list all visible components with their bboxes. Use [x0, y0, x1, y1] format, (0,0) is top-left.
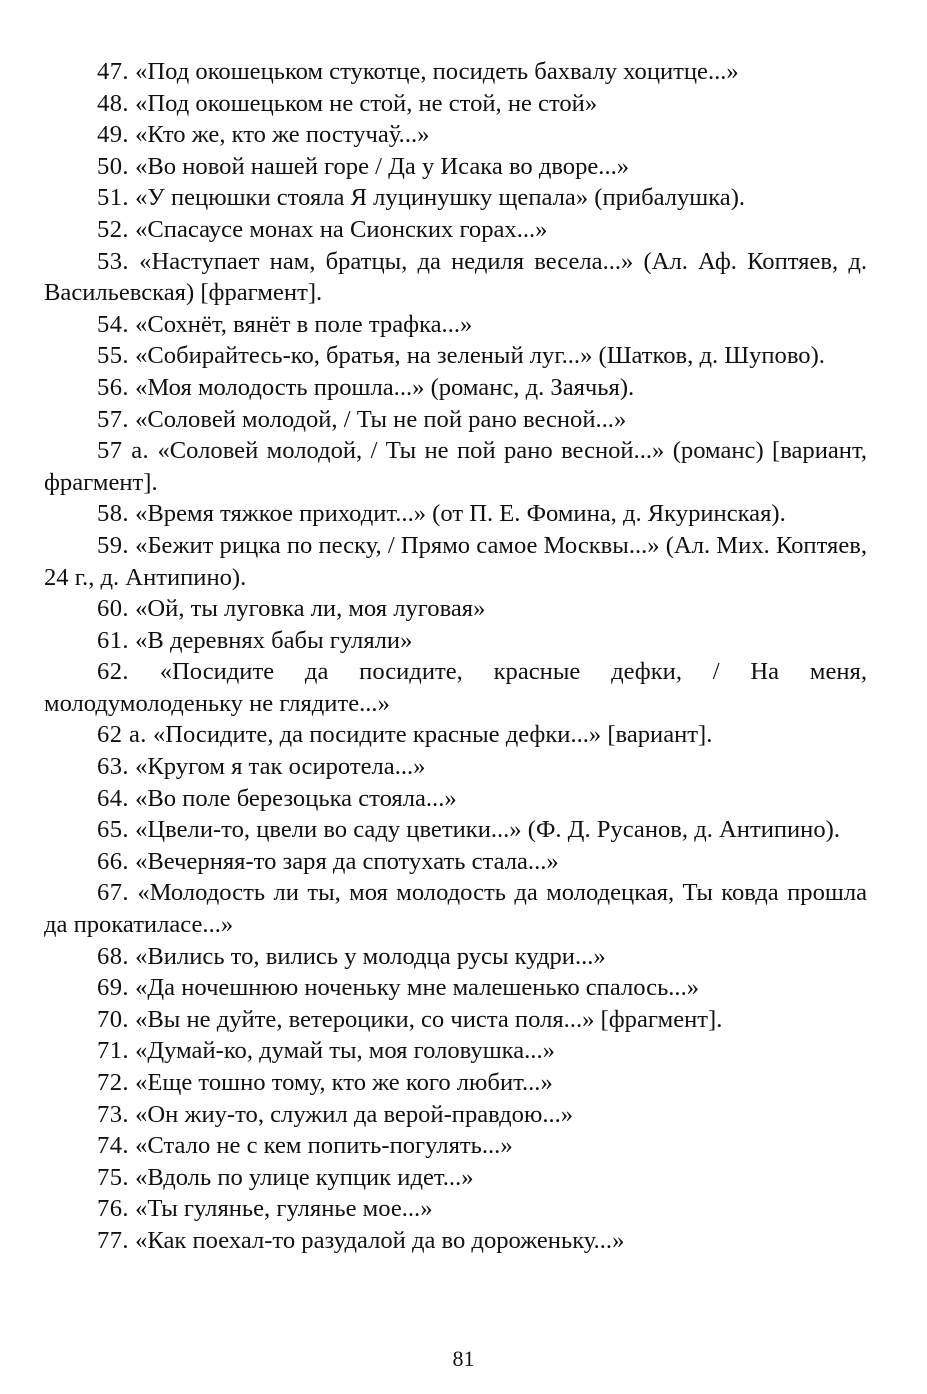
entry-text: «Посидите да посидите, красные дефки, / На меня, молодумолоденьку не глядите...» [44, 658, 867, 717]
list-item [44, 56, 867, 88]
page-number: 81 [452, 1346, 475, 1371]
list-item [44, 246, 867, 309]
entry-text: «Стало не с кем попить-погулять...» [135, 1132, 513, 1160]
entry-number: 75. [97, 1163, 129, 1191]
entry-text: «Кругом я так осиротела...» [135, 753, 426, 781]
entry-number: 52. [97, 215, 129, 243]
entry-number: 70. [97, 1005, 129, 1033]
entry-text: «Как поехал-то разудалой да во дороженьку...» [135, 1226, 625, 1254]
entry-number: 69. [97, 974, 129, 1002]
entry-text: «Вились то, вились у молодца русы кудри...» [135, 942, 606, 970]
list-item [44, 1035, 867, 1067]
entry-number: 65. [97, 816, 129, 844]
entry-text: «Да ночешнюю ноченьку мне малешенько спалось...» [135, 974, 700, 1002]
list-item [44, 1099, 867, 1131]
entry-text: «Вдоль по улице купцик идет...» [135, 1163, 474, 1191]
song-list [44, 56, 867, 1257]
entry-number: 60. [97, 595, 129, 623]
list-item [44, 119, 867, 151]
entry-text: «Сохнёт, вянёт в поле трафка...» [135, 310, 473, 338]
entry-number: 73. [97, 1100, 129, 1128]
list-item [44, 214, 867, 246]
list-item [44, 309, 867, 341]
entry-number: 72. [97, 1069, 129, 1096]
list-item [44, 151, 867, 183]
entry-number: 53. [97, 247, 129, 275]
entry-text: «Думай-ко, думай ты, моя головушка...» [135, 1037, 555, 1065]
entry-text: «Посидите, да посидите красные дефки...» [вариант]. [152, 721, 713, 749]
list-item [44, 1067, 867, 1099]
entry-text: «Спасаусе монах на Сионских горах...» [135, 215, 548, 243]
entry-text: «Наступает нам, братцы, да недиля весела...» (Ал. Аф. Коптяев, д. Васильевская) [фрагмент]. [44, 247, 868, 307]
entry-text: «Время тяжкое приходит...» (от П. Е. Фомина, д. Якуринская). [135, 500, 786, 528]
list-item [44, 877, 867, 940]
entry-number: 64. [97, 784, 129, 812]
list-item [44, 88, 867, 120]
entry-number: 59. [97, 531, 129, 559]
entry-number: 48. [97, 89, 129, 117]
entry-number: 77. [97, 1226, 129, 1254]
entry-number: 57. [97, 405, 129, 433]
entry-number: 66. [97, 847, 129, 875]
entry-number: 49. [97, 121, 129, 149]
list-item [44, 1130, 867, 1162]
list-item [44, 972, 867, 1004]
list-item [44, 435, 867, 498]
entry-number: 47. [97, 58, 129, 85]
entry-text: «Моя молодость прошла...» (романс, д. Заячья). [135, 373, 635, 401]
entry-number: 55. [97, 342, 129, 370]
entry-number: 57 а. [97, 437, 150, 465]
entry-text: «Вечерняя-то заря да спотухать стала...» [135, 847, 559, 875]
list-item [44, 372, 867, 404]
entry-number: 68. [97, 942, 129, 970]
entry-number: 67. [97, 879, 129, 907]
entry-text: «Цвели-то, цвели во саду цветики...» (Ф. Д. Русанов, д. Антипино). [135, 816, 840, 844]
list-item [44, 941, 867, 973]
entry-number: 62. [97, 658, 129, 686]
entry-number: 63. [97, 753, 129, 781]
list-item [44, 1193, 867, 1225]
entry-number: 74. [97, 1132, 129, 1160]
entry-text: «Молодость ли ты, моя молодость да молодецкая, Ты ковда прошла да прокатиласе...» [44, 879, 868, 939]
list-item [44, 593, 867, 625]
entry-number: 51. [97, 184, 129, 212]
entry-text: «Во поле березоцька стояла...» [135, 784, 457, 812]
list-item [44, 1162, 867, 1194]
entry-number: 61. [97, 626, 129, 654]
entry-number: 62 а. [97, 721, 147, 749]
list-item [44, 340, 867, 372]
list-item [44, 846, 867, 878]
list-item [44, 656, 867, 719]
list-item [44, 719, 867, 751]
list-item [44, 783, 867, 815]
entry-text: «В деревнях бабы гуляли» [135, 626, 413, 654]
list-item [44, 814, 867, 846]
entry-number: 58. [97, 500, 129, 528]
entry-number: 54. [97, 310, 129, 338]
entry-number: 71. [97, 1037, 129, 1065]
entry-text: «Ой, ты луговка ли, моя луговая» [135, 595, 486, 623]
list-item [44, 498, 867, 530]
list-item [44, 1225, 867, 1257]
entry-text: «Кто же, кто же постучаў...» [135, 121, 430, 149]
entry-number: 50. [97, 152, 129, 180]
entry-text: «У пецюшки стояла Я луцинушку щепала» (прибалушка). [135, 184, 746, 212]
list-item [44, 1004, 867, 1036]
entry-text: «Он жиу-то, служил да верой-правдою...» [135, 1100, 574, 1128]
entry-text: «Вы не дуйте, ветероцики, со чиста поля...» [фрагмент]. [135, 1005, 723, 1033]
entry-text: «Соловей молодой, / Ты не пой рано весной...» (романс) [вариант, фрагмент]. [44, 437, 868, 496]
entry-text: «Собирайтесь-ко, братья, на зеленый луг...» (Шатков, д. Шупово). [135, 342, 825, 370]
entry-text: «Под окошецьком стукотце, посидеть бахвалу хоцитце...» [135, 58, 739, 85]
list-item [44, 182, 867, 214]
entry-text: «Ты гулянье, гулянье мое...» [135, 1195, 433, 1223]
list-item [44, 530, 867, 593]
entry-text: «Бежит рицка по песку, / Прямо самое Москвы...» (Ал. Мих. Коптяев, 24 г., д. Антипино). [44, 531, 867, 591]
entry-text: «Во новой нашей горе / Да у Исака во дворе...» [135, 152, 630, 180]
list-item [44, 625, 867, 657]
entry-text: «Соловей молодой, / Ты не пой рано весной...» [135, 405, 627, 433]
entry-text: «Еще тошно тому, кто же кого любит...» [135, 1069, 553, 1096]
list-item [44, 751, 867, 783]
entry-number: 76. [97, 1195, 129, 1223]
entry-number: 56. [97, 373, 129, 401]
list-item [44, 404, 867, 436]
entry-text: «Под окошецьком не стой, не стой, не стой» [135, 89, 598, 117]
